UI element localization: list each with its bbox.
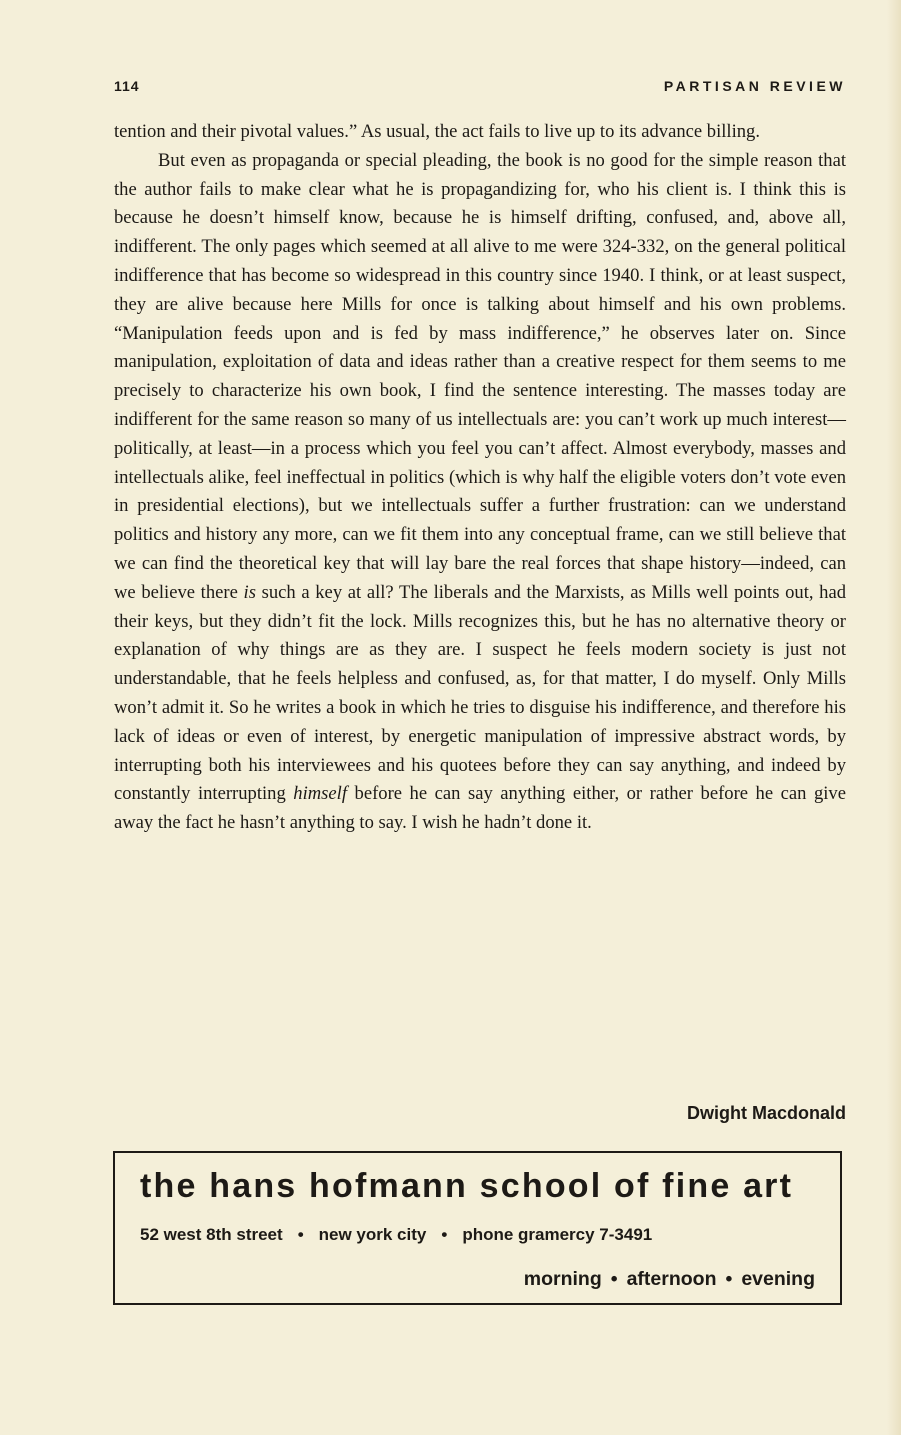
page-header [114,78,846,100]
paragraph [114,147,846,838]
hours-evening: evening [741,1268,815,1290]
hours-morning: morning [523,1268,602,1290]
bullet-separator: • [297,1225,304,1244]
class-hours [524,1268,815,1291]
paragraph-text: before he can say anything either, or rather before he can give away the fact he hasn’t anything to say. I wish he hadn’t done it. [114,783,846,834]
article-body [114,118,846,838]
bullet-separator: • [725,1268,733,1290]
bullet-separator: • [441,1225,448,1244]
italic-word: is [243,581,256,603]
advertisement-box [113,1151,842,1305]
school-address-line [140,1225,820,1245]
journal-title: PARTISAN REVIEW [663,78,846,94]
paragraph-text: But even as propaganda or special pleading, the book is no good for the simple reason that the author fails to make clear what he is propagandizing for, who his client is. I think this is because he doesn’t himself know, because he is himself drifting, confused, and, above all, indifferent. The only pages which seemed at all alive to me were 324-332, on the general political indifference that has become so widespread in this country since 1940. I think, or at least suspect, they are alive because here Mills for once is talking about himself and his own problems. “Manipulation feeds upon and is fed by mass indifference,” he observes later on. Since manipulation, exploitation of data and ideas rather than a creative respect for them seems to me precisely to characterize his own book, I find the sentence interesting. The masses today are indifferent for the same reason so many of us intellectuals are: you can’t work up much interest—politically, at least—in a process which you feel you can’t affect. Almost everybody, masses and intellectuals alike, feel ineffectual in politics (which is why half the eligible voters don’t vote even in presidential elections), but we intellectuals suffer a further frustration: can we understand politics and history any more, can we fit them into any conceptual frame, can we still believe that we can find the theoretical key that will lay bare the real forces that shape history—indeed, can we believe there [114,149,846,603]
bullet-separator: • [610,1268,618,1290]
school-name: the hans hofmann school of fine art [140,1167,794,1205]
street-address: 52 west 8th street [140,1225,283,1244]
city: new york city [318,1225,427,1244]
page-edge-shadow [887,0,901,1435]
paragraph: tention and their pivotal values.” As usual, the act fails to live up to its advance billing. [114,121,760,142]
page-number: 114 [114,78,140,94]
phone-number: phone gramercy 7-3491 [462,1225,653,1244]
paragraph-text: such a key at all? The liberals and the Marxists, as Mills well points out, had their keys, but they didn’t fit the lock. Mills recognizes this, but he has no alternative theory or explanation of why things are as they are. I suspect he feels modern society is just not understandable, that he feels helpless and confused, as, for that matter, I do myself. Only Mills won’t admit it. So he writes a book in which he tries to disguise his indifference, and therefore his lack of ideas or even of interest, by energetic manipulation of impressive abstract words, by interrupting both his interviewees and his quotees before they can say anything, and indeed by constantly interrupting [114,581,847,805]
hours-afternoon: afternoon [626,1268,717,1290]
author-signature: Dwight Macdonald [687,1103,846,1123]
italic-word: himself [293,783,347,805]
